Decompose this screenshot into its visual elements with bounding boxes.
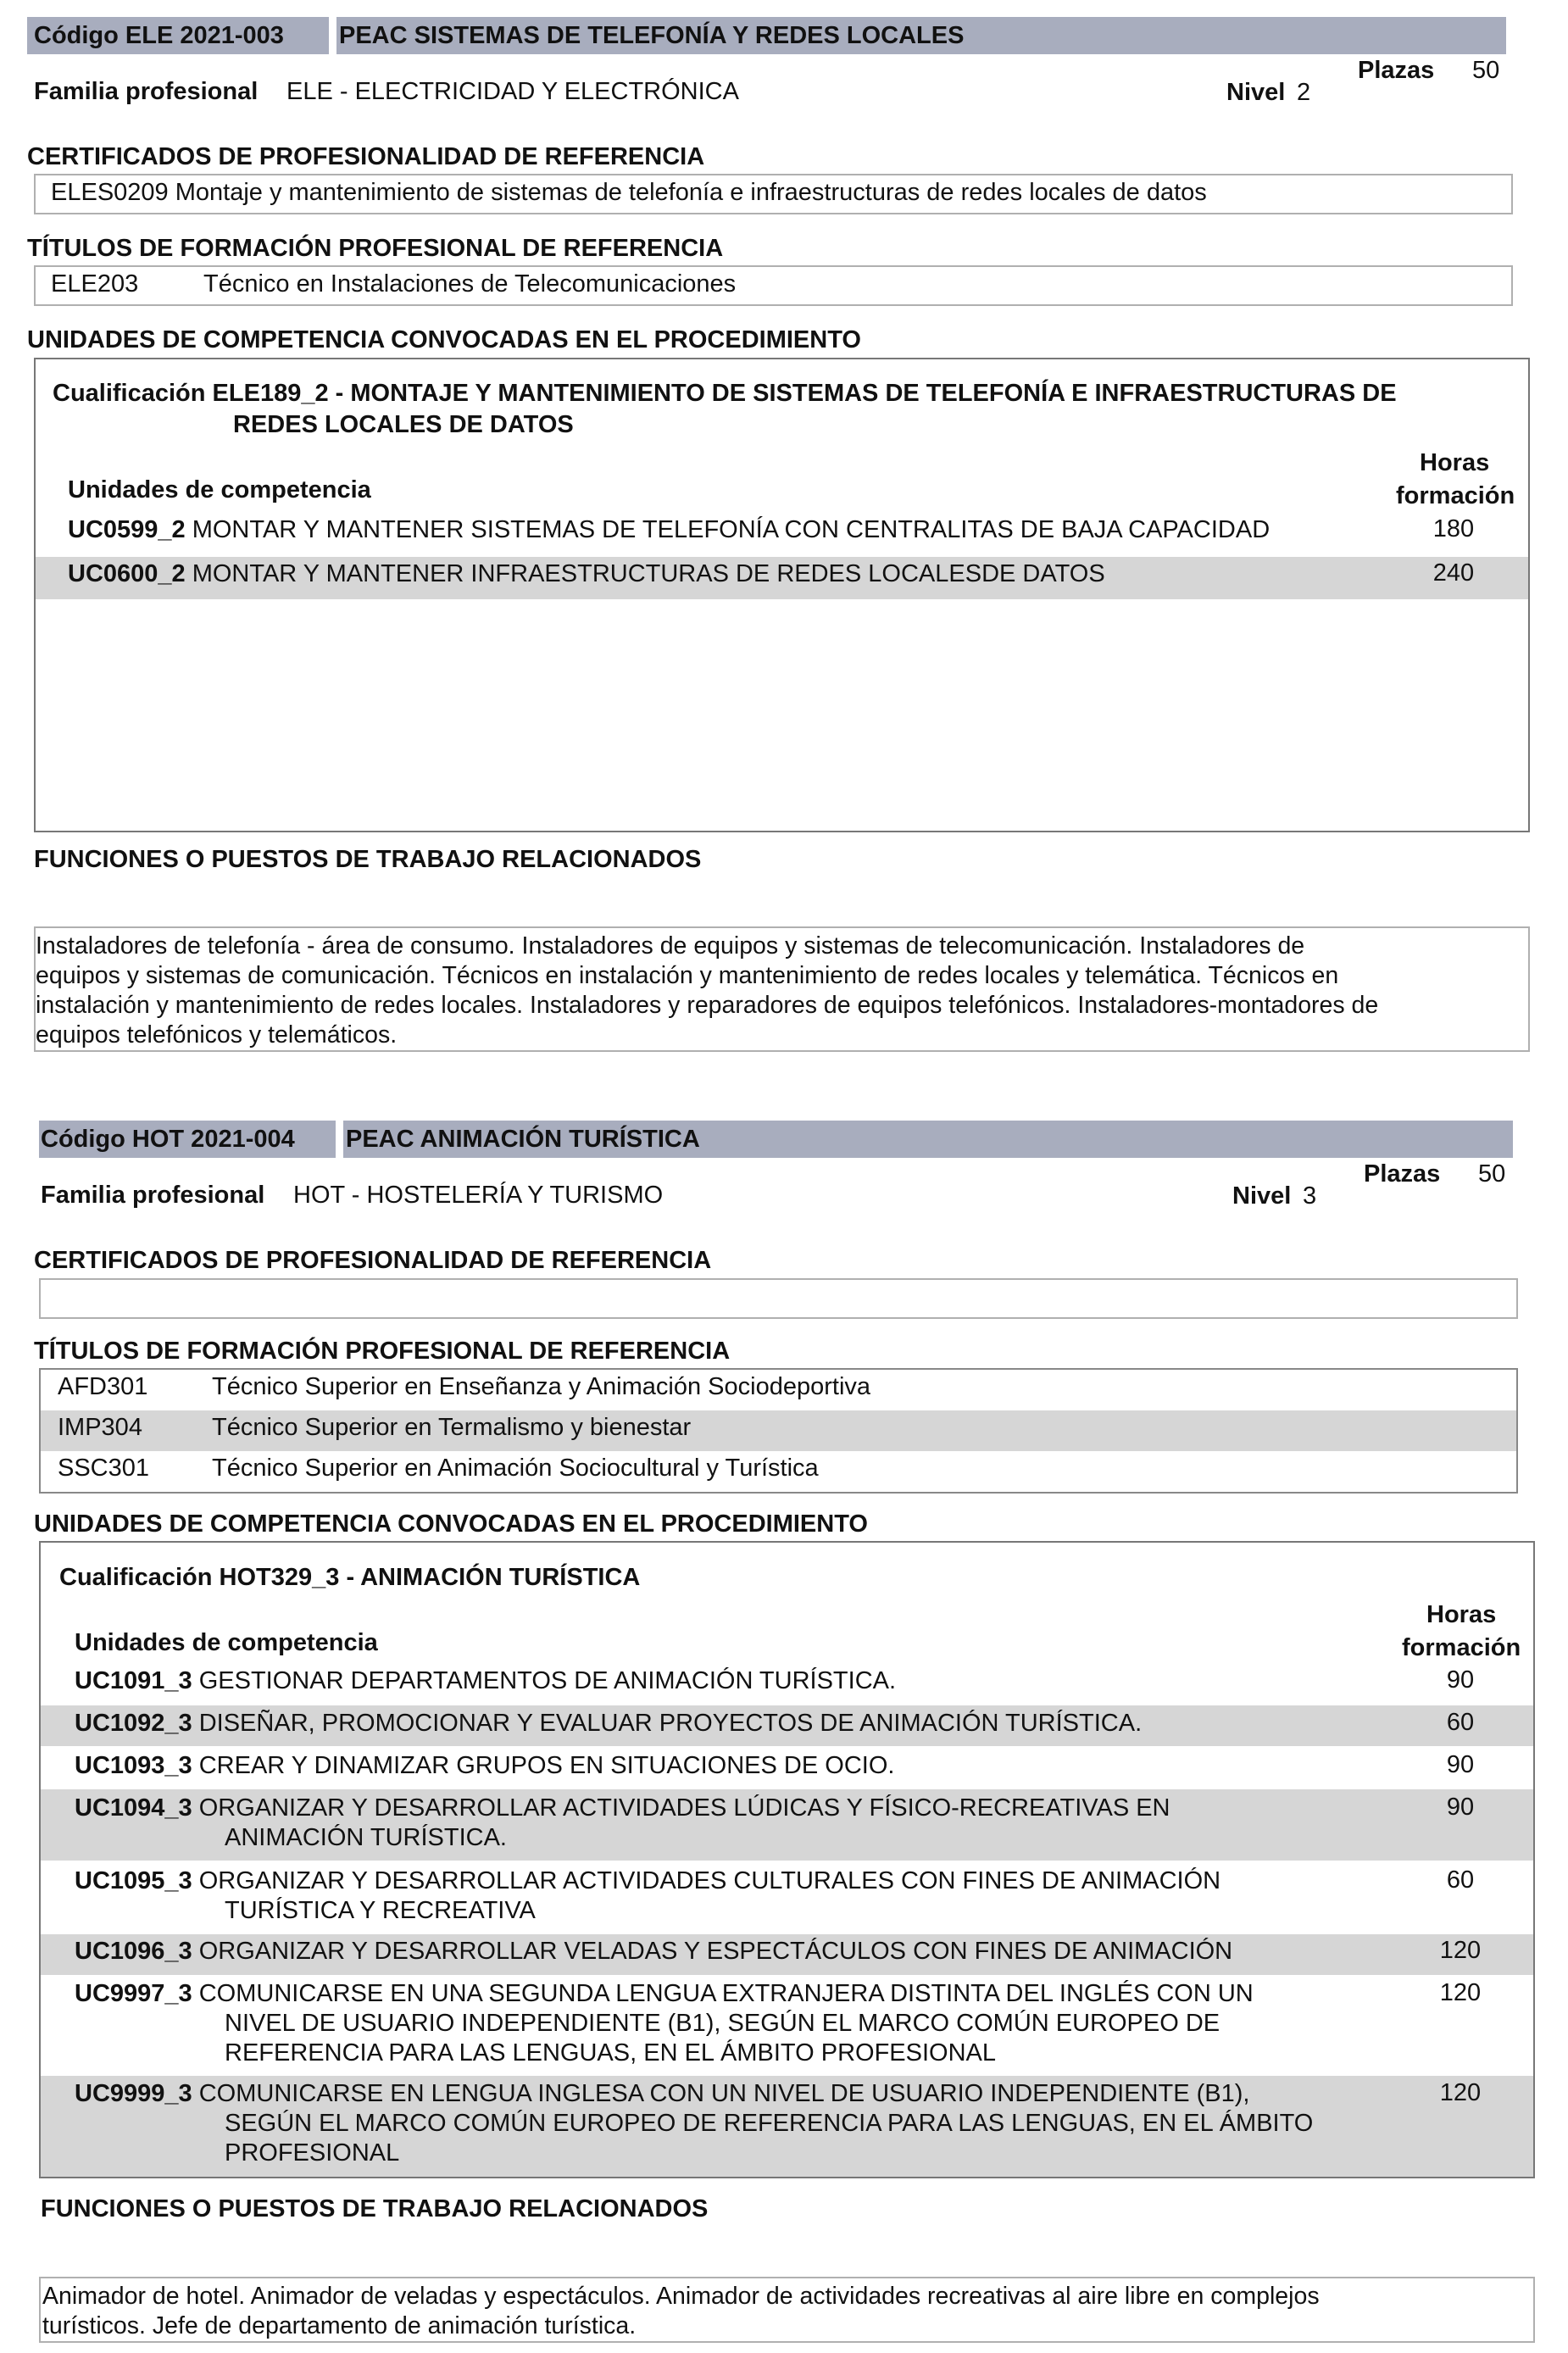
titulo-code: IMP304 [58,1414,142,1441]
uc-heading: UNIDADES DE COMPETENCIA CONVOCADAS EN EL PROCEDIMIENTO [27,326,861,353]
table-row [68,515,1270,545]
nivel-label: Nivel [1232,1182,1292,1210]
uc-text-cont: NIVEL DE USUARIO INDEPENDIENTE (B1), SEGÚN EL MARCO COMÚN EUROPEO DE [225,2010,1220,2037]
uc-hours: 60 [1446,1866,1475,1894]
cert-heading: CERTIFICADOS DE PROFESIONALIDAD DE REFERENCIA [27,143,705,170]
units-header: Unidades de competencia [68,476,371,503]
titulo-name: Técnico en Instalaciones de Telecomunicaciones [203,270,737,298]
horas-header: Horas [1420,449,1490,476]
horas-header-2: formación [1396,482,1515,509]
uc-code: UC1095_3 [75,1867,192,1894]
familia-label: Familia profesional [41,1182,265,1209]
uc-text: GESTIONAR DEPARTAMENTOS DE ANIMACIÓN TURÍSTICA. [198,1667,897,1694]
titulo-name: Técnico Superior en Termalismo y bienestar [212,1414,692,1441]
titulos-heading: TÍTULOS DE FORMACIÓN PROFESIONAL DE REFERENCIA [34,1338,731,1365]
horas-header: Horas [1426,1601,1497,1628]
plazas-value: 50 [1472,57,1500,84]
uc-hours: 90 [1446,1751,1475,1778]
uc-text-cont: PROFESIONAL [225,2139,400,2167]
funciones-line: equipos telefónicos y telemáticos. [36,1021,398,1049]
uc-code: UC1096_3 [75,1938,192,1965]
uc-text: ORGANIZAR Y DESARROLLAR ACTIVIDADES CULTURALES CON FINES DE ANIMACIÓN [198,1867,1221,1894]
table-row [75,1794,1170,1823]
uc-text: MONTAR Y MANTENER SISTEMAS DE TELEFONÍA CON CENTRALITAS DE BAJA CAPACIDAD [192,516,1271,543]
uc-code: UC0600_2 [68,560,186,587]
plazas-label: Plazas [1358,57,1435,84]
uc-hours: 240 [1432,559,1475,587]
uc-code: UC1091_3 [75,1667,192,1694]
uc-hours: 90 [1446,1794,1475,1821]
uc-hours: 120 [1439,1937,1482,1964]
nivel-label: Nivel [1226,79,1286,106]
uc-code: UC9999_3 [75,2080,192,2107]
funciones-line: instalación y mantenimiento de redes locales. Instaladores y reparadores de equipos telefónicos. Instaladores-montadores de [36,992,1379,1019]
peac-title: PEAC ANIMACIÓN TURÍSTICA [346,1126,700,1153]
plazas-label: Plazas [1364,1160,1441,1188]
uc-hours: 90 [1446,1666,1475,1694]
codigo: Código HOT 2021-004 [41,1126,295,1153]
familia-label: Familia profesional [34,78,259,105]
table-row [75,1709,1142,1738]
uc-hours: 60 [1446,1709,1475,1736]
peac-title: PEAC SISTEMAS DE TELEFONÍA Y REDES LOCALES [339,22,965,49]
table-row [75,1979,1254,2009]
cualificacion-title: Cualificación HOT329_3 - ANIMACIÓN TURÍSTICA [59,1564,641,1591]
uc-text: DISEÑAR, PROMOCIONAR Y EVALUAR PROYECTOS DE ANIMACIÓN TURÍSTICA. [198,1710,1143,1737]
uc-code: UC1092_3 [75,1710,192,1737]
funciones-line: equipos y sistemas de comunicación. Técnicos en instalación y mantenimiento de redes locales y telemática. Técnicos en [36,962,1339,989]
uc-text: COMUNICARSE EN UNA SEGUNDA LENGUA EXTRANJERA DISTINTA DEL INGLÉS CON UN [198,1980,1254,2007]
uc-text-cont: SEGÚN EL MARCO COMÚN EUROPEO DE REFERENCIA PARA LAS LENGUAS, EN EL ÁMBITO [225,2110,1314,2137]
nivel-value: 2 [1297,79,1311,106]
uc-text: CREAR Y DINAMIZAR GRUPOS EN SITUACIONES DE OCIO. [198,1752,895,1779]
uc-text: ORGANIZAR Y DESARROLLAR ACTIVIDADES LÚDICAS Y FÍSICO-RECREATIVAS EN [198,1794,1170,1822]
table-row [75,1666,896,1696]
uc-hours: 120 [1439,2079,1482,2106]
uc-text-cont: REFERENCIA PARA LAS LENGUAS, EN EL ÁMBITO PROFESIONAL [225,2039,997,2067]
funciones-text [42,2282,1320,2341]
titulo-code: AFD301 [58,1373,148,1400]
titulos-heading: TÍTULOS DE FORMACIÓN PROFESIONAL DE REFERENCIA [27,235,724,262]
titulo-code: ELE203 [51,270,139,298]
funciones-line: turísticos. Jefe de departamento de animación turística. [42,2312,637,2339]
table-row [75,1937,1232,1966]
units-header: Unidades de competencia [75,1629,378,1656]
nivel-value: 3 [1303,1182,1317,1210]
plazas-value: 50 [1478,1160,1506,1188]
uc-heading: UNIDADES DE COMPETENCIA CONVOCADAS EN EL PROCEDIMIENTO [34,1510,868,1538]
familia-value: ELE - ELECTRICIDAD Y ELECTRÓNICA [286,78,739,105]
uc-text-cont: TURÍSTICA Y RECREATIVA [225,1897,536,1924]
funciones-text [36,932,1378,1050]
cert-box [39,1278,1518,1319]
horas-header-2: formación [1402,1634,1521,1661]
table-row [68,559,1105,589]
titulo-name: Técnico Superior en Animación Sociocultural y Turística [212,1455,819,1482]
uc-text-cont: ANIMACIÓN TURÍSTICA. [225,1824,507,1851]
cualificacion-title-cont: REDES LOCALES DE DATOS [233,411,574,438]
funciones-line: Instaladores de telefonía - área de consumo. Instaladores de equipos y sistemas de telecomunicación. Instaladores de [36,932,1305,960]
familia-value: HOT - HOSTELERÍA Y TURISMO [293,1182,664,1209]
uc-code: UC0599_2 [68,516,186,543]
uc-code: UC1094_3 [75,1794,192,1822]
uc-text: COMUNICARSE EN LENGUA INGLESA CON UN NIVEL DE USUARIO INDEPENDIENTE (B1), [198,2080,1250,2107]
uc-code: UC1093_3 [75,1752,192,1779]
titulo-code: SSC301 [58,1455,150,1482]
cualificacion-title: Cualificación ELE189_2 - MONTAJE Y MANTENIMIENTO DE SISTEMAS DE TELEFONÍA E INFRAESTRUCTURAS DE [53,380,1397,407]
funciones-heading: FUNCIONES O PUESTOS DE TRABAJO RELACIONADOS [34,846,702,873]
funciones-line: Animador de hotel. Animador de veladas y espectáculos. Animador de actividades recreativas al aire libre en complejos [42,2283,1320,2310]
cert-heading: CERTIFICADOS DE PROFESIONALIDAD DE REFERENCIA [34,1247,712,1274]
titulo-name: Técnico Superior en Enseñanza y Animación Sociodeportiva [212,1373,871,1400]
cert-item: ELES0209 Montaje y mantenimiento de sistemas de telefonía e infraestructuras de redes locales de datos [51,179,1207,206]
funciones-heading: FUNCIONES O PUESTOS DE TRABAJO RELACIONADOS [41,2195,709,2222]
table-row [75,2079,1249,2109]
uc-code: UC9997_3 [75,1980,192,2007]
uc-hours: 180 [1432,515,1475,542]
table-row [75,1751,894,1781]
uc-text: MONTAR Y MANTENER INFRAESTRUCTURAS DE REDES LOCALESDE DATOS [192,560,1105,587]
codigo: Código ELE 2021-003 [34,22,284,49]
uc-hours: 120 [1439,1979,1482,2006]
uc-text: ORGANIZAR Y DESARROLLAR VELADAS Y ESPECTÁCULOS CON FINES DE ANIMACIÓN [198,1938,1233,1965]
table-row [75,1866,1220,1896]
